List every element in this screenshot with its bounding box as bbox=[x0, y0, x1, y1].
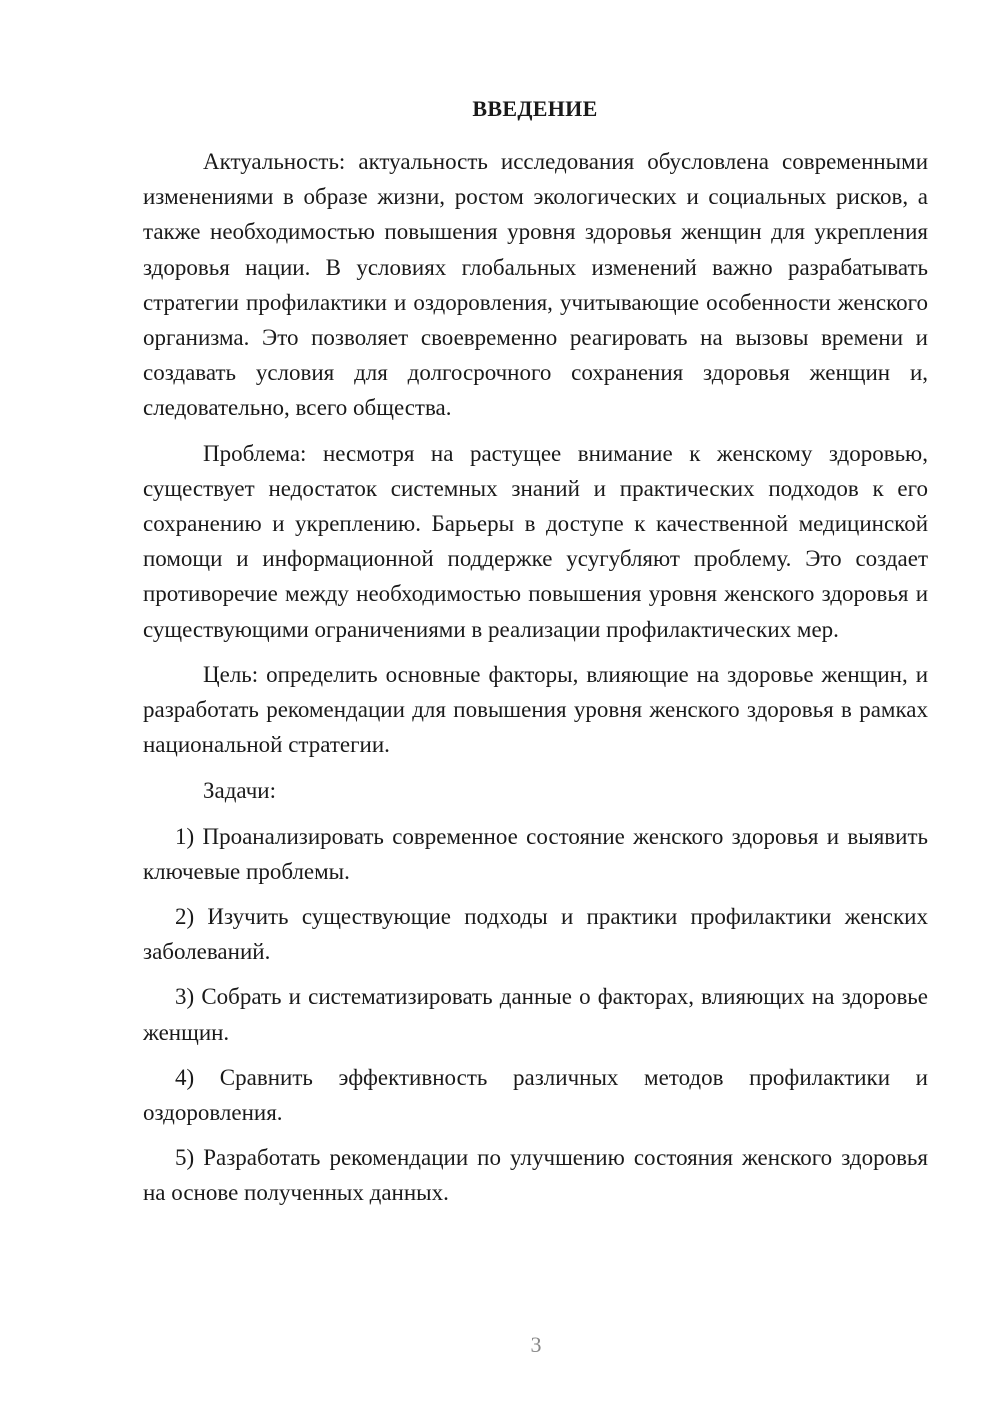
task-item-3: 3) Собрать и систематизировать данные о факторах, влияющих на здоровье женщин. bbox=[143, 984, 928, 1045]
task-item-5: 5) Разработать рекомендации по улучшению состояния женского здоровья на основе полученных данных. bbox=[143, 1145, 928, 1206]
paragraph-goal: Цель: определить основные факторы, влияющие на здоровье женщин, и разработать рекомендации для повышения уровня женского здоровья в рамках национальной стратегии. bbox=[143, 661, 928, 758]
tasks-heading: Задачи: bbox=[203, 778, 276, 804]
page-title: ВВЕДЕНИЕ bbox=[472, 96, 598, 121]
task-item-4: 4) Сравнить эффективность различных методов профилактики и оздоровления. bbox=[143, 1064, 928, 1126]
document-body bbox=[143, 144, 928, 1211]
task-item-1: 1) Проанализировать современное состояние женского здоровья и выявить ключевые проблемы. bbox=[143, 823, 928, 884]
paragraph-problem: Проблема: несмотря на растущее внимание к женскому здоровью, существует недостаток системных знаний и практических подходов к его сохранению и укреплению. Барьеры в доступе к качественной медицинской помощи и информационной поддержке усугубляют проблему. Это создает противоречие между необходимостью повышения уровня женского здоровья и существующими ограничениями в реализации профилактических мер. bbox=[143, 440, 928, 642]
task-item-2: 2) Изучить существующие подходы и практики профилактики женских заболеваний. bbox=[143, 904, 928, 965]
paragraph-relevance: Актуальность: актуальность исследования обусловлена современными изменениями в образе жизни, ростом экологических и социальных рисков, а также необходимостью повышения уровня здоровья женщин для укрепления здоровья нации. В условиях глобальных изменений важно разрабатывать стратегии профилактики и оздоровления, учитывающие особенности женского организма. Это позволяет своевременно реагировать на вызовы времени и создавать условия для долгосрочного сохранения здоровья женщин и, следовательно, всего общества. bbox=[143, 149, 928, 421]
page-number: 3 bbox=[530, 1332, 542, 1357]
